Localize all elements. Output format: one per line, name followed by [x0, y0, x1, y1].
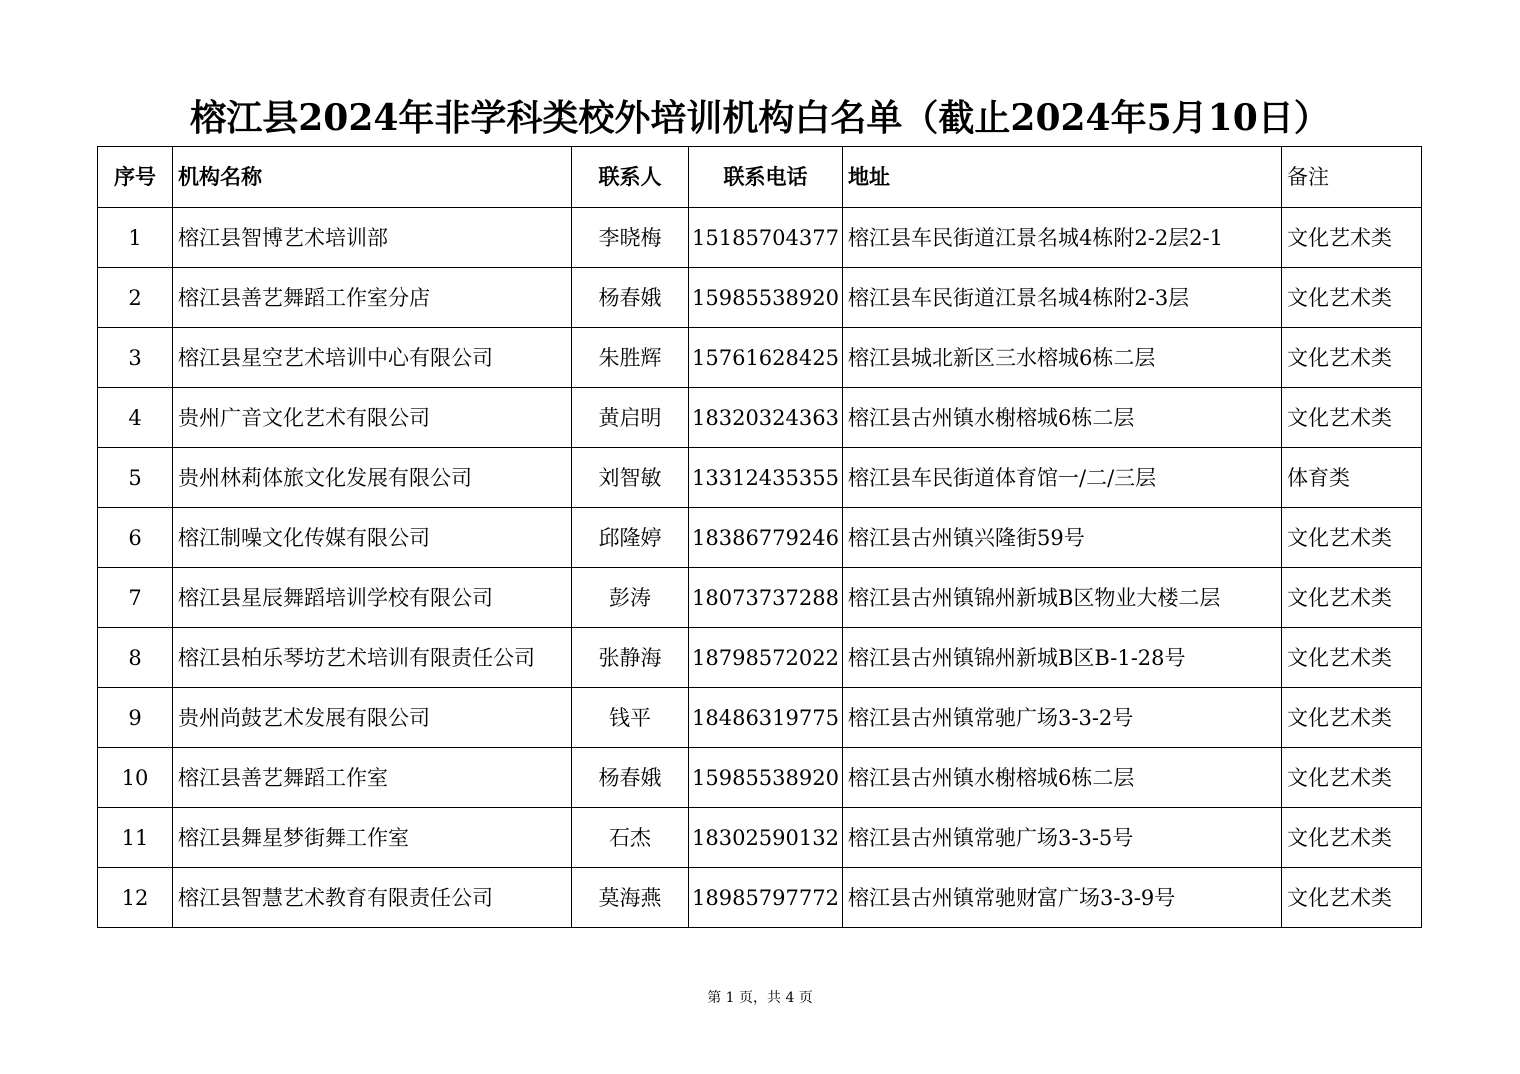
cell-org-name: 榕江县舞星梦街舞工作室: [173, 808, 572, 868]
table-row: [98, 868, 1422, 928]
cell-contact: 彭涛: [572, 568, 689, 628]
header-address: 地址: [843, 147, 1282, 208]
cell-address: 榕江县车民街道江景名城4栋附2-2层2-1: [843, 208, 1282, 268]
cell-remark: 文化艺术类: [1282, 328, 1422, 388]
cell-contact: 杨春娥: [572, 748, 689, 808]
cell-org-name: 榕江县智慧艺术教育有限责任公司: [173, 868, 572, 928]
cell-remark: 文化艺术类: [1282, 868, 1422, 928]
cell-phone: 18486319775: [689, 688, 843, 748]
cell-index: 5: [98, 448, 173, 508]
cell-phone: 18320324363: [689, 388, 843, 448]
cell-address: 榕江县古州镇水榭榕城6栋二层: [843, 748, 1282, 808]
table-row: [98, 688, 1422, 748]
cell-address: 榕江县古州镇锦州新城B区B-1-28号: [843, 628, 1282, 688]
cell-contact: 刘智敏: [572, 448, 689, 508]
cell-index: 10: [98, 748, 173, 808]
cell-remark: 文化艺术类: [1282, 568, 1422, 628]
cell-remark: 文化艺术类: [1282, 268, 1422, 328]
cell-remark: 文化艺术类: [1282, 688, 1422, 748]
header-index: 序号: [98, 147, 173, 208]
cell-address: 榕江县车民街道江景名城4栋附2-3层: [843, 268, 1282, 328]
table-row: [98, 628, 1422, 688]
table-row: [98, 388, 1422, 448]
cell-index: 11: [98, 808, 173, 868]
cell-address: 榕江县城北新区三水榕城6栋二层: [843, 328, 1282, 388]
cell-phone: 18798572022: [689, 628, 843, 688]
cell-phone: 18302590132: [689, 808, 843, 868]
cell-phone: 15985538920: [689, 748, 843, 808]
cell-phone: 18985797772: [689, 868, 843, 928]
cell-index: 7: [98, 568, 173, 628]
cell-address: 榕江县古州镇锦州新城B区物业大楼二层: [843, 568, 1282, 628]
cell-index: 2: [98, 268, 173, 328]
cell-index: 4: [98, 388, 173, 448]
cell-remark: 文化艺术类: [1282, 628, 1422, 688]
cell-org-name: 榕江制噪文化传媒有限公司: [173, 508, 572, 568]
cell-phone: 18073737288: [689, 568, 843, 628]
cell-address: 榕江县古州镇常驰广场3-3-2号: [843, 688, 1282, 748]
cell-org-name: 榕江县善艺舞蹈工作室: [173, 748, 572, 808]
header-contact: 联系人: [572, 147, 689, 208]
header-org-name: 机构名称: [173, 147, 572, 208]
header-remark: 备注: [1282, 147, 1422, 208]
cell-org-name: 榕江县星空艺术培训中心有限公司: [173, 328, 572, 388]
table-header-row: [98, 147, 1422, 208]
cell-phone: 15985538920: [689, 268, 843, 328]
cell-index: 1: [98, 208, 173, 268]
cell-phone: 18386779246: [689, 508, 843, 568]
cell-contact: 莫海燕: [572, 868, 689, 928]
table-row: [98, 268, 1422, 328]
cell-remark: 文化艺术类: [1282, 388, 1422, 448]
header-phone: 联系电话: [689, 147, 843, 208]
cell-contact: 杨春娥: [572, 268, 689, 328]
cell-index: 9: [98, 688, 173, 748]
table-row: [98, 568, 1422, 628]
cell-index: 12: [98, 868, 173, 928]
page-footer: 第 1 页，共 4 页: [707, 990, 813, 1006]
cell-phone: 15761628425: [689, 328, 843, 388]
cell-remark: 文化艺术类: [1282, 808, 1422, 868]
table-row: [98, 328, 1422, 388]
cell-index: 8: [98, 628, 173, 688]
cell-org-name: 贵州尚鼓艺术发展有限公司: [173, 688, 572, 748]
cell-address: 榕江县车民街道体育馆一/二/三层: [843, 448, 1282, 508]
cell-remark: 文化艺术类: [1282, 508, 1422, 568]
cell-contact: 黄启明: [572, 388, 689, 448]
cell-org-name: 榕江县智博艺术培训部: [173, 208, 572, 268]
cell-address: 榕江县古州镇水榭榕城6栋二层: [843, 388, 1282, 448]
table-row: [98, 748, 1422, 808]
cell-address: 榕江县古州镇兴隆街59号: [843, 508, 1282, 568]
table-row: [98, 208, 1422, 268]
cell-contact: 朱胜辉: [572, 328, 689, 388]
cell-org-name: 贵州广音文化艺术有限公司: [173, 388, 572, 448]
table-row: [98, 808, 1422, 868]
table-row: [98, 448, 1422, 508]
cell-contact: 张静海: [572, 628, 689, 688]
table-row: [98, 508, 1422, 568]
cell-remark: 文化艺术类: [1282, 208, 1422, 268]
cell-phone: 15185704377: [689, 208, 843, 268]
whitelist-table: [97, 146, 1422, 928]
cell-address: 榕江县古州镇常驰广场3-3-5号: [843, 808, 1282, 868]
cell-index: 6: [98, 508, 173, 568]
cell-remark: 体育类: [1282, 448, 1422, 508]
cell-org-name: 贵州林莉体旅文化发展有限公司: [173, 448, 572, 508]
cell-contact: 石杰: [572, 808, 689, 868]
cell-org-name: 榕江县星辰舞蹈培训学校有限公司: [173, 568, 572, 628]
cell-address: 榕江县古州镇常驰财富广场3-3-9号: [843, 868, 1282, 928]
cell-contact: 邱隆婷: [572, 508, 689, 568]
cell-org-name: 榕江县善艺舞蹈工作室分店: [173, 268, 572, 328]
cell-phone: 13312435355: [689, 448, 843, 508]
document-title: 榕江县2024年非学科类校外培训机构白名单（截止2024年5月10日）: [190, 97, 1330, 139]
cell-contact: 钱平: [572, 688, 689, 748]
cell-remark: 文化艺术类: [1282, 748, 1422, 808]
cell-org-name: 榕江县柏乐琴坊艺术培训有限责任公司: [173, 628, 572, 688]
cell-index: 3: [98, 328, 173, 388]
cell-contact: 李晓梅: [572, 208, 689, 268]
